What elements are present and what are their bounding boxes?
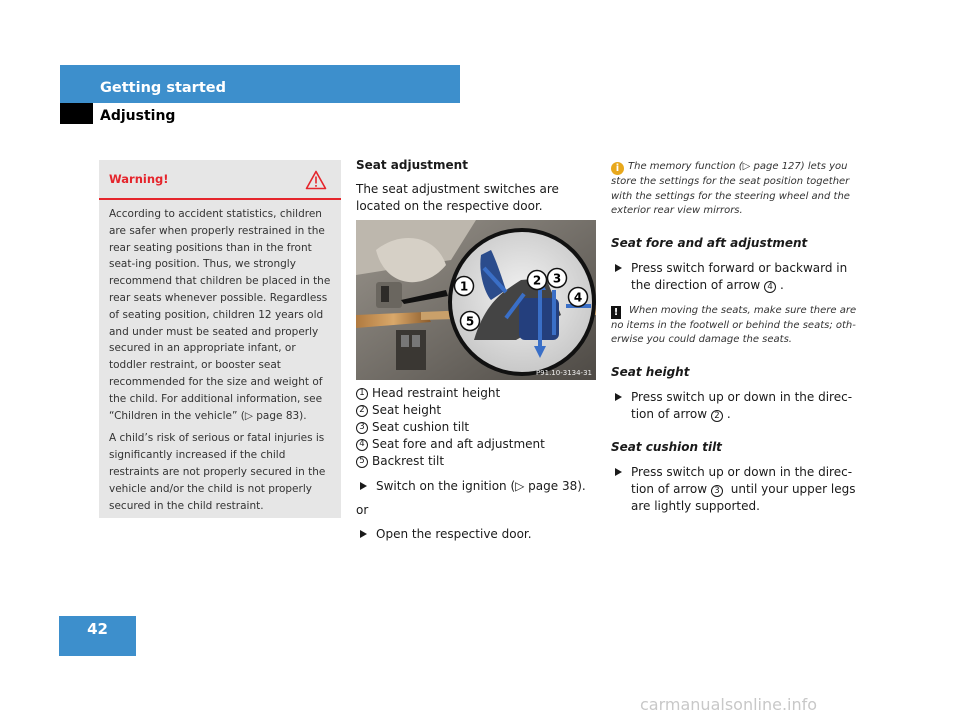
callout-number: 3 [356, 422, 368, 434]
intro-text: The seat adjustment switches are located on the respective door. [356, 182, 559, 213]
seat-height-heading: Seat height [611, 364, 690, 379]
list-item-label: Head restraint height [372, 386, 501, 400]
page-number: 42 [59, 616, 136, 656]
step-text: Press switch up or down in the direc-tion of arrow [631, 389, 853, 421]
callout-number: 4 [356, 439, 368, 451]
callout-2-label: 2 [532, 273, 542, 288]
step-text: Switch on the ignition (▷ page 38). [376, 479, 586, 493]
step-text-end: . [726, 406, 731, 421]
list-item [356, 419, 586, 436]
callout-number: 1 [356, 388, 368, 400]
callout-number: 2 [711, 410, 723, 422]
list-item-label: Seat height [372, 403, 442, 417]
warning-paragraph: According to accident statistics, children are safer when properly restrained in the rear seating positions than in the front seat-ing position. Thus, we strongly recommend that children be placed in the rear seats whenever possible. Regardless of seating position, children 12 years old and under must be seated and properly secured in an appropriate infant, or toddler restraint, or booster seat recommended for the size and weight of the child. For additional information, see “Children in the vehicle” (▷ page 83). [109, 208, 331, 422]
callout-number: 5 [356, 456, 368, 468]
step-text: Open the respective door. [376, 527, 532, 541]
warning-header [99, 160, 341, 200]
callout-1-label: 1 [459, 279, 469, 294]
caution-note [611, 304, 861, 348]
step-open-door [356, 526, 586, 543]
callout-5-label: 5 [465, 314, 475, 329]
door-switch-figure [356, 220, 596, 380]
right-column [611, 160, 861, 515]
warning-body [99, 200, 341, 514]
list-item [356, 385, 586, 402]
info-note [611, 160, 861, 219]
step-text-end: until your upper legs are lightly supported. [631, 481, 856, 513]
cushion-tilt-step [611, 464, 861, 515]
fore-aft-heading: Seat fore and aft adjustment [611, 235, 808, 250]
section-heading: Seat adjustment [356, 158, 468, 172]
list-item [356, 436, 586, 453]
callout-number: 2 [356, 405, 368, 417]
step-text: Press switch up or down in the direc-tion of arrow [631, 464, 853, 496]
caution-note-text: When moving the seats, make sure there are no items in the footwell or behind the seats; oth-erwise you could damage the seats. [611, 304, 857, 345]
warning-paragraph: A child’s risk of serious or fatal injuries is significantly increased if the child restraints are not properly secured in the vehicle and/or the child is not properly secured in the child restraint. [109, 432, 326, 512]
callout-number: 4 [764, 281, 776, 293]
door-panel-illustration [356, 220, 596, 380]
warning-title: Warning! [109, 172, 169, 186]
step-switch-ignition [356, 478, 586, 495]
list-item-label: Seat cushion tilt [372, 420, 470, 434]
section-title: Getting started [100, 80, 226, 96]
figure-code: P91.10-3134-31 [535, 369, 592, 377]
info-icon: i [611, 162, 624, 175]
subsection-title: Adjusting [100, 108, 176, 124]
list-item-label: Backrest tilt [372, 454, 445, 468]
or-text: or [356, 503, 369, 517]
callout-3-label: 3 [552, 271, 562, 286]
fore-aft-step [611, 260, 861, 294]
cushion-tilt-heading: Seat cushion tilt [611, 439, 722, 454]
step-text-end: . [780, 277, 784, 292]
caution-icon: ! [611, 306, 621, 319]
seat-height-step [611, 389, 861, 423]
warning-triangle-icon [305, 170, 327, 190]
switch-legend-list [356, 385, 586, 543]
list-item [356, 402, 586, 419]
warning-box [99, 160, 341, 518]
watermark: carmanualsonline.info [640, 695, 818, 714]
callout-number: 3 [711, 485, 723, 497]
callout-4-label: 4 [573, 290, 583, 305]
seat-adjustment-section [356, 157, 601, 215]
list-item-label: Seat fore and aft adjustment [372, 437, 545, 451]
info-note-text: The memory function (▷ page 127) lets you store the settings for the seat position together with the settings for the steering wheel and the exterior rear view mirrors. [611, 161, 850, 216]
subsection-tab [60, 103, 93, 124]
list-item [356, 453, 586, 470]
step-text: Press switch forward or backward in the direction of arrow [631, 260, 848, 292]
